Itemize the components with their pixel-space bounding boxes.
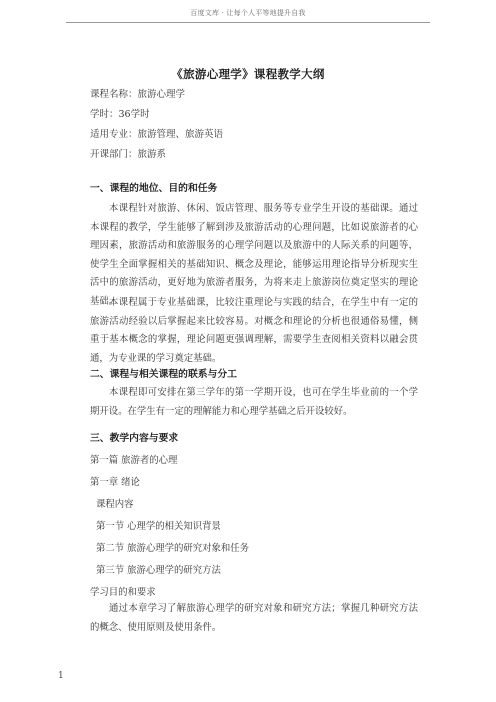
- section-3-heading: 三、教学内容与要求: [90, 433, 179, 444]
- section-1-heading: 一、课程的地位、目的和任务: [90, 183, 218, 194]
- outline-course-content: 课程内容: [96, 499, 134, 510]
- section-1-paragraph-2: 本课程属于专业基础课，比较注重理论与实践的结合，在学生中有一定的旅游活动经验以后掌握起来比较容易。对概念和理论的分析也很通俗易懂，侧重于基本概念的掌握，理论问题更强调理解，需要学生查阅相关资料以融会贯通，为专业课的学习奠定基础。: [90, 297, 418, 364]
- outline-chapter-1: 第一章 绪论: [90, 477, 140, 488]
- meta-course-name: 课程名称：旅游心理学: [90, 89, 186, 100]
- outline-section-2: 第二节 旅游心理学的研究对象和任务: [96, 543, 249, 554]
- outline-section-1: 第一节 心理学的相关知识背景: [96, 521, 221, 532]
- document-title: 《旅游心理学》课程教学大纲: [171, 67, 325, 81]
- outline-part-1: 第一篇 旅游者的心理: [90, 455, 178, 466]
- section-2-paragraph-1: 本课程即可安排在第三学年的第一学期开设，也可在学生毕业前的一个学期开设。在学生有一定的理解能力和心理学基础之后开设较好。: [90, 387, 418, 417]
- page-header: [66, 0, 430, 23]
- meta-department: 开课部门：旅游系: [90, 149, 167, 160]
- outline-section-3: 第三节 旅游心理学的研究方法: [96, 565, 221, 576]
- page-number: 1: [58, 671, 64, 681]
- section-2-heading: 二、课程与相关课程的联系与分工: [90, 369, 237, 380]
- header-banner-text: 百度文库 · 让每个人平等地提升自我: [190, 9, 306, 17]
- section-1-paragraph-1: 本课程针对旅游、休闲、饭店管理、服务等专业学生开设的基础课。通过本课程的教学，学生能够了解到涉及旅游活动的心理问题，比如说旅游者的心理因素，旅游活动和旅游服务的心理学问题以及旅游中的人际关系的问题等，使学生全面掌握相关的基础知识、概念及理论，能够运用理论指导分析现实生活中的旅游活动，更好地为旅游者服务，为将来走上旅游岗位奠定坚实的理论基础。: [90, 203, 418, 307]
- section-3-closing-paragraph: 通过本章学习了解旅游心理学的研究对象和研究方法；掌握几种研究方法的概念、使用原则及使用条件。: [90, 603, 418, 633]
- meta-hours: 学时：36学时: [90, 109, 150, 120]
- meta-majors: 适用专业：旅游管理、旅游英语: [90, 129, 224, 140]
- outline-learning-goals: 学习目的和要求: [90, 587, 156, 598]
